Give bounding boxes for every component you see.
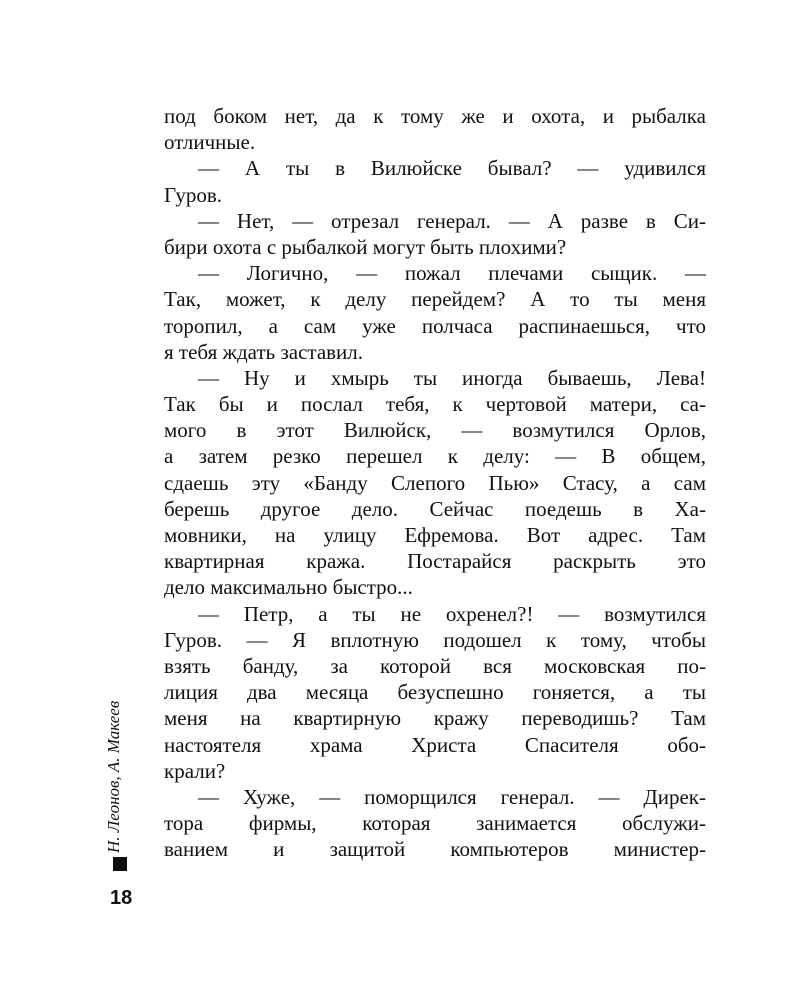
page-number: 18 (110, 887, 133, 909)
text-line: настоятеля храма Христа Спасителя обо- (164, 732, 706, 757)
text-line: мого в этот Вилюйск, — возмутился Орлов, (164, 418, 706, 443)
text-line: тора фирмы, которая занимается обслужи- (164, 811, 706, 836)
text-line: — Хуже, — поморщился генерал. — Дирек- (198, 784, 706, 809)
text-line: — Нет, — отрезал генерал. — А разве в Си- (198, 208, 706, 233)
text-line: взять банду, за которой вся московская по- (164, 653, 706, 678)
text-line: мовники, на улицу Ефремова. Вот адрес. Там (164, 523, 706, 547)
text-line: — А ты в Вилюйске бывал? — удивился (198, 156, 706, 181)
text-line: берешь другое дело. Сейчас поедешь в Ха- (164, 496, 706, 521)
page-marker-square (113, 857, 127, 871)
text-line: крали? (164, 758, 226, 783)
text-line: Гуров. (164, 182, 223, 207)
text-line: — Петр, а ты не охренел?! — возмутился (198, 601, 706, 626)
text-line: Гуров. — Я вплотную подошел к тому, чтобы (164, 627, 706, 652)
text-line: сдаешь эту «Банду Слепого Пью» Стасу, а сам (164, 470, 706, 495)
text-line: торопил, а сам уже полчаса распинаешься, что (164, 313, 706, 338)
text-line: я тебя ждать заставил. (164, 339, 364, 364)
text-line: под боком нет, да к тому же и охота, и рыбалка (164, 104, 706, 128)
text-line: — Ну и хмырь ты иногда бываешь, Лева! (198, 365, 706, 390)
text-line: Так, может, к делу перейдем? А то ты меня (164, 287, 706, 312)
text-line: квартирная кража. Постарайся раскрыть это (164, 549, 706, 574)
text-line: дело максимально быстро... (164, 575, 413, 600)
text-line: лиция два месяца безуспешно гоняется, а ты (164, 680, 706, 705)
text-line: а затем резко перешел к делу: — В общем, (164, 444, 706, 469)
text-line: отличные. (164, 130, 256, 155)
text-line: бири охота с рыбалкой могут быть плохими? (164, 234, 567, 259)
running-head-authors: Н. Леонов, А. Макеев (104, 700, 123, 853)
text-line: ванием и защитой компьютеров министер- (164, 837, 706, 862)
body-text (164, 103, 706, 862)
text-line: Так бы и послал тебя, к чертовой матери, са- (164, 392, 706, 417)
text-line: меня на квартирную кражу переводишь? Там (164, 706, 706, 731)
text-line: — Логично, — пожал плечами сыщик. — (198, 261, 706, 286)
